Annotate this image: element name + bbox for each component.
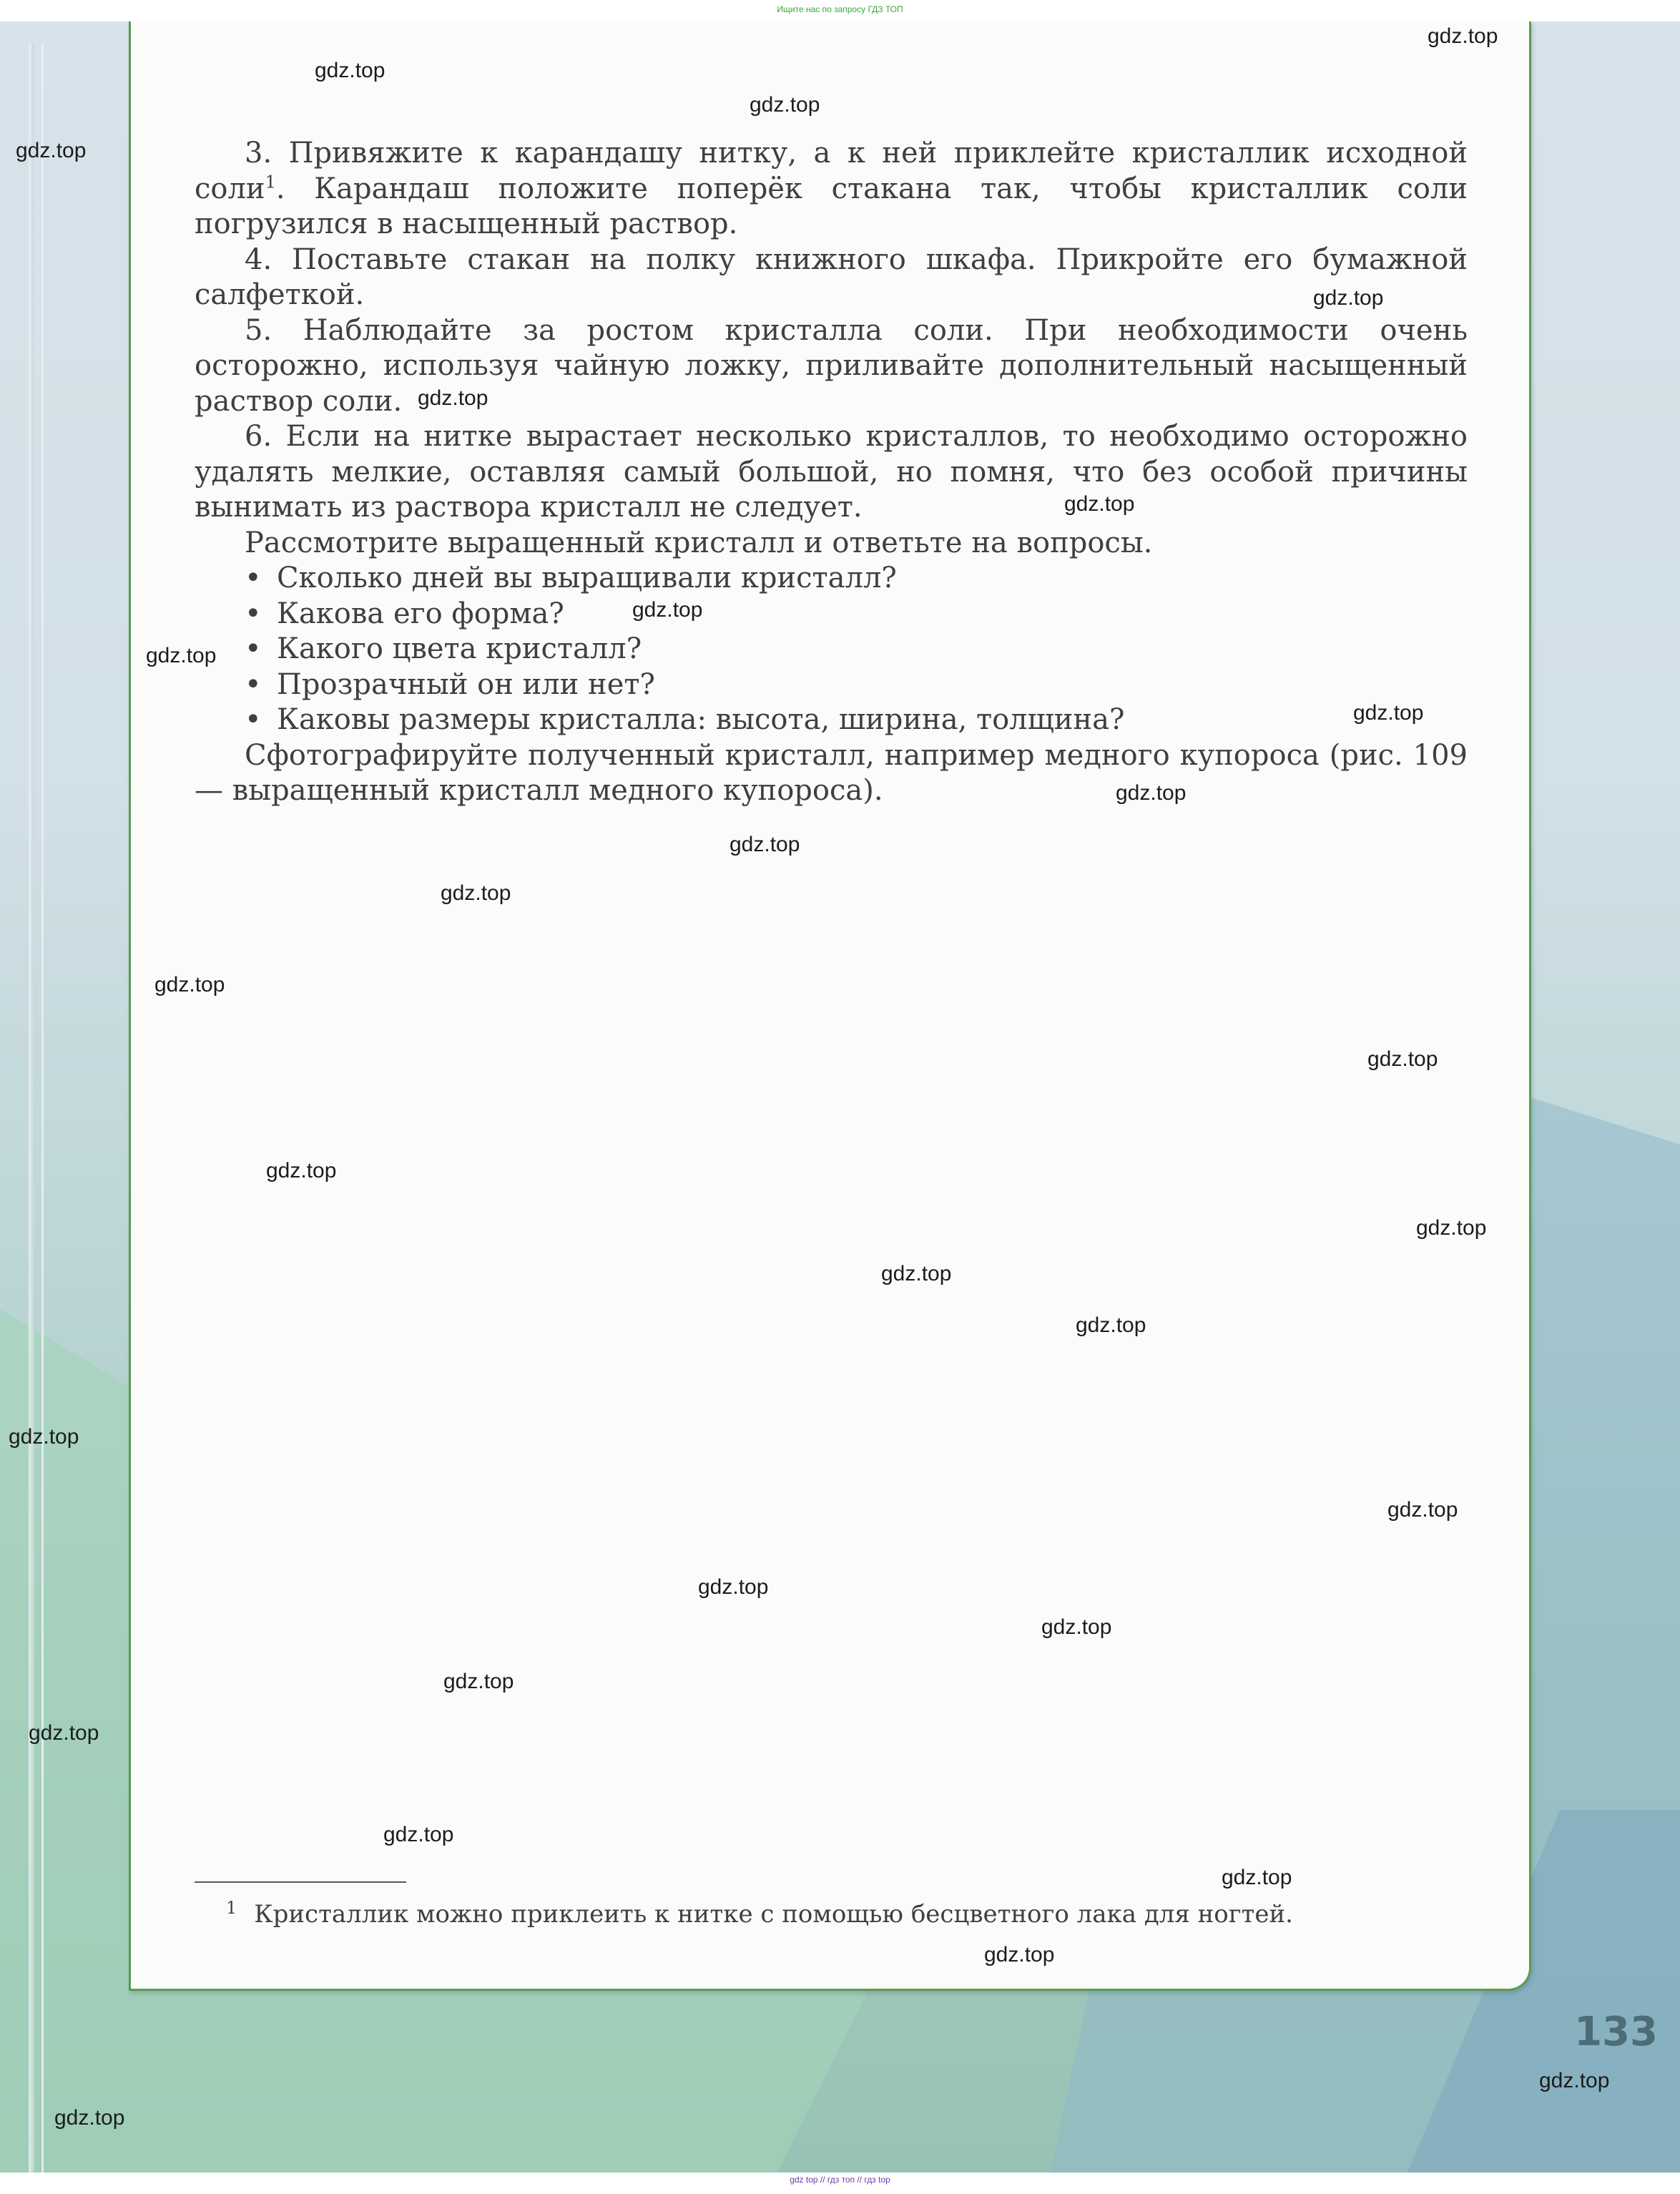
watermark: gdz.top [315,59,385,82]
bullet-icon: • [245,597,262,630]
watermark: gdz.top [698,1575,769,1599]
step-5: 5. Наблюдайте за ростом кристалла соли. При необходимости очень осторожно, используя чайную ложку, приливайте дополнительный насыщенный раствор соли. [195,313,1468,418]
watermark: gdz.top [881,1262,952,1285]
question-text: Какого цвета кристалл? [277,632,642,665]
watermark: gdz.top [1313,286,1384,310]
step-3 [195,136,1468,243]
watermark: gdz.top [54,2106,125,2130]
watermark: gdz.top [1116,781,1187,805]
book-spine-edge [41,43,44,2173]
question-item [195,597,1468,632]
step-3-text-a: 3. Привяжите к карандашу нитку, а к ней приклейте кристаллик исходной соли [195,137,1468,205]
watermark: gdz.top [730,833,800,856]
questions-intro: Рассмотрите выращенный кристалл и ответьте на вопросы. [245,526,1153,559]
question-item [195,667,1468,703]
page-number: 133 [1574,2009,1658,2055]
footnote-text: Кристаллик можно приклеить к нитке с помощью бесцветного лака для ногтей. [254,1900,1293,1929]
footnote [226,1897,1473,1930]
watermark: gdz.top [383,1823,454,1846]
question-text: Прозрачный он или нет? [277,667,655,701]
watermark: gdz.top [266,1159,337,1182]
watermark: gdz.top [1076,1313,1146,1337]
watermark: gdz.top [9,1425,79,1449]
bullet-icon: • [245,632,262,665]
watermark: gdz.top [441,881,511,905]
watermark: gdz.top [1222,1866,1292,1889]
watermark: gdz.top [1416,1216,1487,1240]
footnote-ref: 1 [265,172,276,192]
book-spine [29,43,34,2173]
watermark: gdz.top [1367,1047,1438,1071]
bullet-icon: • [245,562,262,594]
watermark: gdz.top [750,93,820,117]
step-3-text-b: . Карандаш положите поперёк стакана так, чтобы кристаллик соли погрузился в насыщенный раствор. [195,172,1468,240]
bottom-banner[interactable]: gdz top // гдз топ // гдз top [790,2175,890,2185]
watermark: gdz.top [16,139,87,162]
question-text: Какова его форма? [277,597,564,630]
footnote-mark: 1 [226,1897,237,1918]
step-6: 6. Если на нитке вырастает несколько кристаллов, то необходимо осторожно удалять мелкие, оставляя самый большой, но помня, что без особой причины вынимать из раствора кристалл не следует. [195,420,1468,524]
top-banner[interactable]: Ищите нас по запросу ГДЗ ТОП [777,4,903,14]
step-4: 4. Поставьте стакан на полку книжного шкафа. Прикройте его бумажной салфеткой. [195,243,1468,311]
page-body [195,136,1468,809]
watermark: gdz.top [1041,1615,1112,1639]
watermark: gdz.top [1353,701,1424,725]
watermark: gdz.top [418,386,488,410]
watermark: gdz.top [1428,24,1498,48]
bullet-icon: • [245,667,262,701]
watermark: gdz.top [632,598,703,622]
question-item [195,561,1468,597]
question-item [195,702,1468,738]
watermark: gdz.top [146,644,217,667]
watermark: gdz.top [1539,2069,1610,2092]
footnote-divider [195,1881,406,1883]
watermark: gdz.top [29,1721,99,1745]
watermark: gdz.top [1064,492,1135,516]
watermark: gdz.top [1387,1498,1458,1522]
question-item [195,632,1468,667]
watermark: gdz.top [443,1670,514,1693]
watermark: gdz.top [984,1943,1055,1967]
bullet-icon: • [245,703,262,736]
question-text: Каковы размеры кристалла: высота, ширина, толщина? [277,703,1125,736]
question-text: Сколько дней вы выращивали кристалл? [277,562,897,594]
photo-instruction: Сфотографируйте полученный кристалл, например медного купороса (рис. 109 — выращенный кристалл медного купороса). [195,738,1468,807]
watermark: gdz.top [154,973,225,996]
